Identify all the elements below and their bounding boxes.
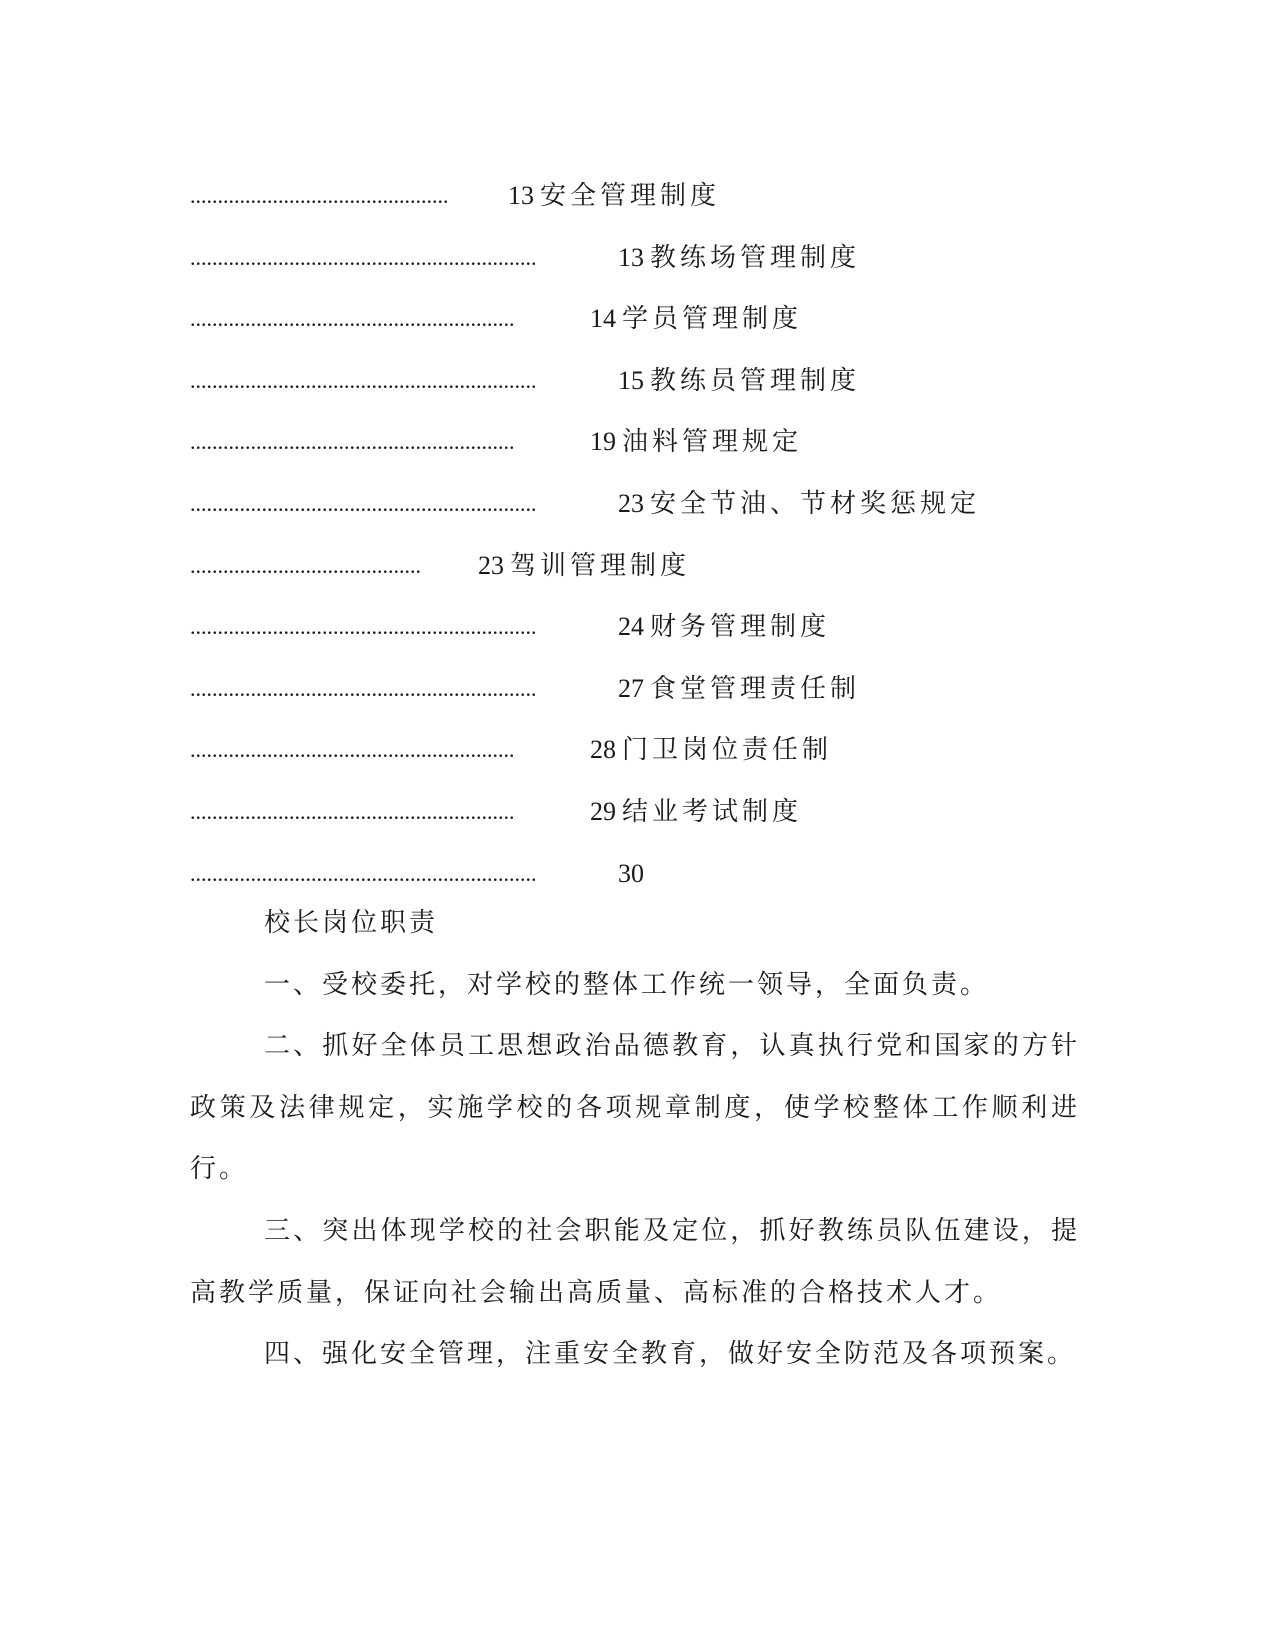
toc-leader-dots: ............................................................... [190,367,537,393]
toc-page-number: 24 [618,612,644,642]
toc-title: 安全管理制度 [540,181,721,211]
toc-page-number: 28 [590,735,616,765]
toc-page-number: 23 [618,488,644,518]
paragraph-2: 二、抓好全体员工思想政治品德教育，认真执行党和国家的方针政策及法律规定，实施学校的各项规章制度，使学校整体工作顺利进行。 [190,1031,1080,1185]
toc-entry-students[interactable] [190,288,1090,350]
toc-title: 结业考试制度 [622,796,803,827]
toc-title: 驾训管理制度 [510,550,691,581]
toc-page-number: 15 [618,365,644,395]
toc-leader-dots: ........................................................... [190,798,515,824]
toc-entry-fuel[interactable] [190,411,1090,473]
toc-page-number: 23 [478,550,504,580]
toc-entry-finance[interactable] [190,596,1090,658]
toc-page-number: 14 [590,304,616,334]
toc-leader-dots: ............................................................... [190,860,537,886]
toc-title: 食堂管理责任制 [650,673,861,704]
toc-title: 教练员管理制度 [650,365,861,396]
toc-leader-dots: ............................................... [190,183,449,208]
toc-entry-canteen[interactable] [190,658,1090,720]
toc-page-number: 13 [508,181,534,210]
toc-leader-dots: ............................................................... [190,675,537,701]
section-heading: 校长岗位职责 [264,908,439,938]
toc-page-number: 13 [618,242,644,272]
table-of-contents [190,165,1090,904]
toc-leader-dots: ............................................................... [190,490,537,516]
toc-title: 油料管理规定 [622,427,803,458]
paragraph-1: 一、受校委托，对学校的整体工作统一领导，全面负责。 [264,969,990,1000]
toc-page-number: 29 [590,796,616,826]
toc-entry-driving-training[interactable] [190,535,1090,597]
toc-leader-dots: ........................................................... [190,306,515,332]
toc-leader-dots: .......................................... [190,552,421,578]
toc-leader-dots: ........................................................... [190,737,515,763]
paragraph-4: 四、强化安全管理，注重安全教育，做好安全防范及各项预案。 [264,1339,1077,1370]
toc-title: 教练场管理制度 [650,242,861,273]
toc-entry-final-exam[interactable] [190,781,1090,843]
toc-page-number: 30 [618,858,644,888]
toc-entry-gatekeeper[interactable] [190,719,1090,781]
toc-entry-instructors[interactable] [190,350,1090,412]
toc-entry-rewards[interactable] [190,473,1090,535]
toc-entry-safety[interactable] [190,165,1090,227]
paragraph-3: 三、突出体现学校的社会职能及定位，抓好教练员队伍建设，提高教学质量，保证向社会输出高质量、高标准的合格技术人才。 [190,1215,1080,1308]
toc-title: 安全节油、节材奖惩规定 [650,488,981,519]
toc-leader-dots: ........................................................... [190,429,515,455]
toc-leader-dots: ............................................................... [190,244,537,270]
toc-page-number: 27 [618,673,644,703]
toc-title: 门卫岗位责任制 [622,735,833,766]
toc-leader-dots: ............................................................... [190,614,537,640]
section-body [190,893,1080,1386]
toc-entry-training-ground[interactable] [190,227,1090,289]
toc-page-number: 19 [590,427,616,457]
toc-title: 学员管理制度 [622,304,803,335]
toc-title: 财务管理制度 [650,612,831,643]
